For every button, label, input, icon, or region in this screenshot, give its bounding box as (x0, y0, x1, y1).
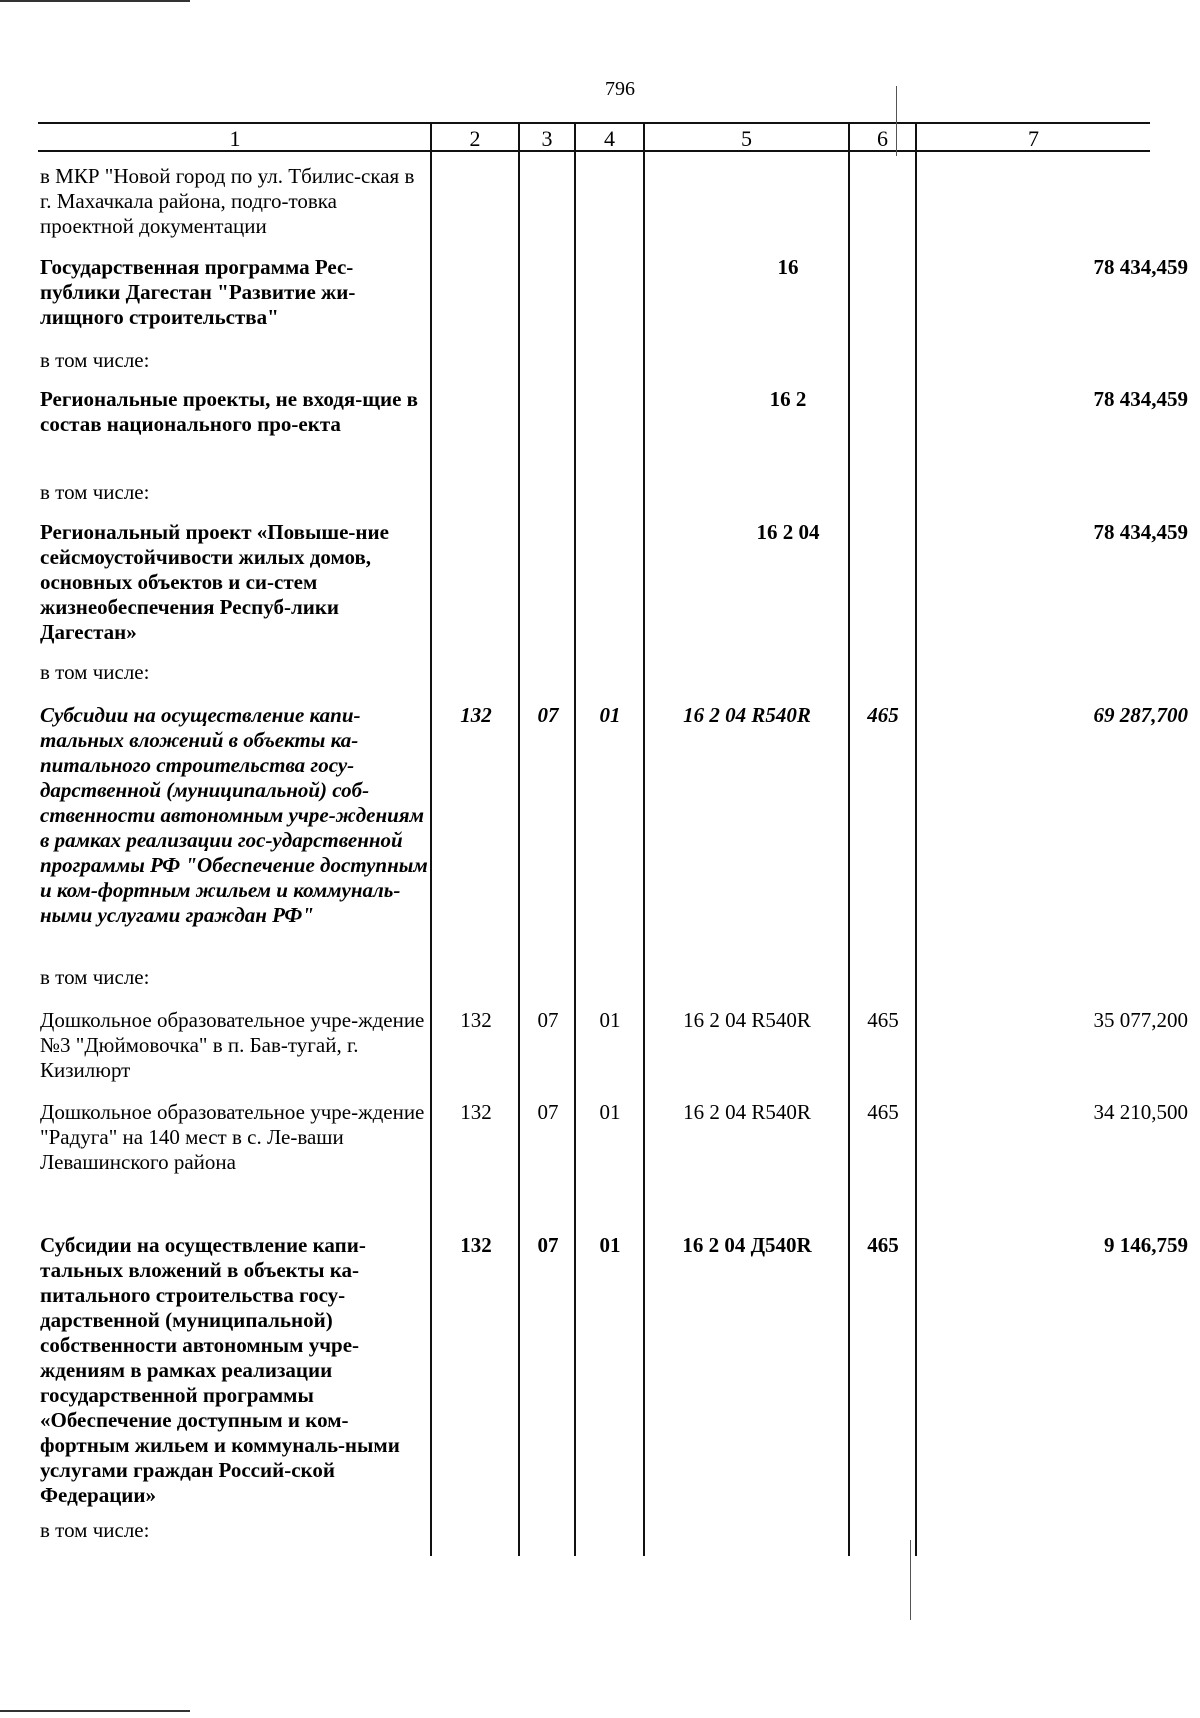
row-subsection-code: 01 (599, 1100, 621, 1124)
row-expense-type: 465 (867, 1233, 899, 1257)
scan-border-line (0, 1710, 190, 1712)
row-target-code: 16 2 04 Д540R (682, 1233, 812, 1257)
row-amount: 9 146,759 (1104, 1233, 1188, 1257)
row-ministry-code: 132 (460, 1100, 492, 1124)
row-subsection-code: 01 (599, 1008, 621, 1032)
row-amount: 69 287,700 (1093, 703, 1188, 727)
column-header-7: 7 (1028, 126, 1039, 151)
row-description: Региональный проект «Повыше-ние сейсмоустойчивости жилых домов, основных объектов и си-стем жизнеобеспечения Респуб-лики Дагестан» (40, 520, 389, 644)
row-amount: 78 434,459 (1093, 255, 1188, 279)
row-section-code: 07 (537, 1100, 559, 1124)
column-divider (915, 123, 917, 1556)
row-description: Субсидии на осуществление капи-тальных вложений в объекты ка-питального строительства госу-дарственной (муниципальной) соб-ственности автономным учре-ждениям в рамках реализации гос-ударственной программы РФ "Обеспечение доступным и ком-фортным жильем и коммуналь-ными услугами граждан РФ" (40, 703, 428, 927)
scan-border-line (0, 0, 190, 2)
row-description: Субсидии на осуществление капи-тальных вложений в объекты ка-питального строительства госу-дарственной (муниципальной) собственности автономным учре-ждениям в рамках реализации государственной программы «Обеспечение доступным и ком-фортным жильем и коммуналь-ными услугами граждан Россий-ской Федерации» (40, 1233, 400, 1507)
page-number: 796 (605, 78, 635, 100)
row-target-code: 16 2 04 R540R (683, 1008, 811, 1032)
row-section-code: 07 (537, 1233, 559, 1257)
row-ministry-code: 132 (460, 1233, 492, 1257)
scan-dashed-line (910, 1540, 911, 1620)
row-expense-type: 465 (867, 1008, 899, 1032)
row-description: в том числе: (40, 660, 150, 684)
row-ministry-code: 132 (460, 1008, 492, 1032)
row-amount: 78 434,459 (1093, 520, 1188, 544)
row-section-code: 07 (537, 703, 559, 727)
column-divider (574, 123, 576, 1556)
row-description: в том числе: (40, 480, 150, 504)
table-top-border (38, 122, 1150, 124)
row-target-code: 16 2 04 (756, 520, 820, 544)
row-amount: 34 210,500 (1093, 1100, 1188, 1124)
row-description: Региональные проекты, не входя-щие в состав национального про-екта (40, 387, 418, 436)
column-header-2: 2 (469, 126, 481, 151)
column-divider (518, 123, 520, 1556)
row-expense-type: 465 (867, 703, 899, 727)
row-subsection-code: 01 (599, 703, 621, 727)
column-header-5: 5 (741, 126, 752, 151)
row-ministry-code: 132 (460, 703, 492, 727)
row-target-code: 16 2 04 R540R (683, 703, 811, 727)
row-description: в МКР "Новой город по ул. Тбилис-ская в г. Махачкала района, подго-товка проектной документации (40, 164, 415, 238)
row-expense-type: 465 (867, 1100, 899, 1124)
row-description: в том числе: (40, 348, 150, 372)
row-description: Дошкольное образовательное учре-ждение "Радуга" на 140 мест в с. Ле-ваши Левашинского района (40, 1100, 425, 1174)
row-amount: 78 434,459 (1093, 387, 1188, 411)
row-target-code: 16 2 04 R540R (683, 1100, 811, 1124)
row-target-code: 16 (777, 255, 799, 279)
column-header-4: 4 (604, 126, 615, 151)
column-header-3: 3 (541, 126, 553, 151)
column-header-1: 1 (229, 126, 241, 151)
row-description: Дошкольное образовательное учре-ждение №3 "Дюймовочка" в п. Бав-тугай, г. Кизилюрт (40, 1008, 425, 1082)
row-subsection-code: 01 (599, 1233, 621, 1257)
column-divider (848, 123, 850, 1556)
column-divider (430, 123, 432, 1556)
row-amount: 35 077,200 (1093, 1008, 1188, 1032)
row-target-code: 16 2 (769, 387, 807, 411)
row-description: Государственная программа Рес-публики Дагестан "Развитие жи-лищного строительства" (40, 255, 356, 329)
row-description: в том числе: (40, 1518, 150, 1542)
column-divider (643, 123, 645, 1556)
row-description: в том числе: (40, 965, 150, 989)
row-section-code: 07 (537, 1008, 559, 1032)
column-header-6: 6 (877, 126, 888, 151)
